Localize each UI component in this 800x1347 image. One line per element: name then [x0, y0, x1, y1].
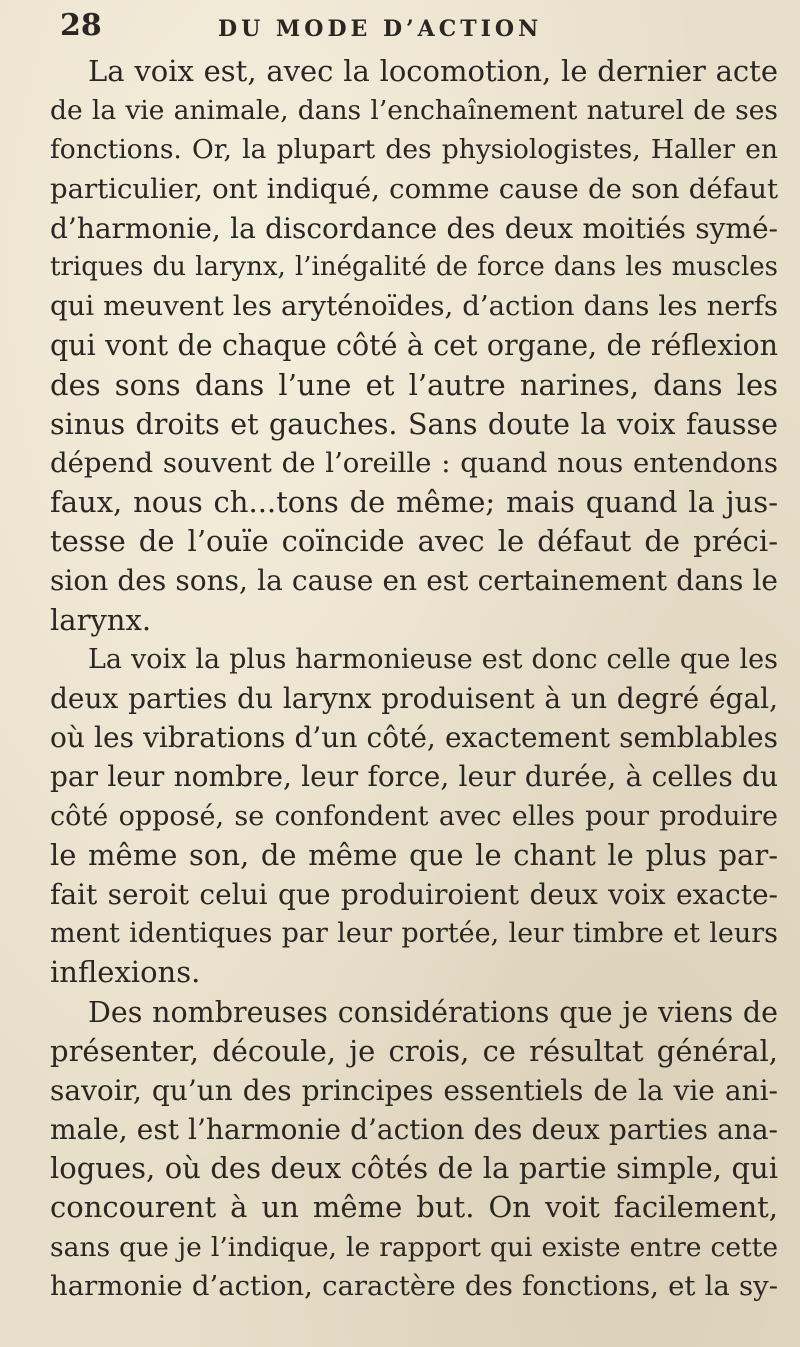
text-line: larynx.	[50, 602, 152, 637]
text-line: inflexions.	[50, 955, 201, 990]
text-line: triques du larynx, l’inégalité de force dans les muscles	[50, 251, 778, 282]
text-line: dépend souvent de l’oreille : quand nous entendons	[50, 446, 778, 479]
text-line: male, est l’harmonie d’action des deux parties ana-	[50, 1113, 778, 1147]
text-line: où les vibrations d’un côté, exactement semblables	[50, 721, 778, 755]
text-line: côté opposé, se confondent avec elles pour produire	[50, 800, 778, 832]
text-line: La voix est, avec la locomotion, le dernier acte	[88, 54, 778, 88]
text-line: fonctions. Or, la plupart des physiologistes, Haller en	[50, 134, 778, 166]
text-line: de la vie animale, dans l’enchaînement naturel de ses	[50, 95, 778, 127]
text-line: qui meuvent les aryténoïdes, d’action dans les nerfs	[50, 290, 778, 323]
text-line: particulier, ont indiqué, comme cause de son défaut	[50, 172, 778, 205]
text-line: par leur nombre, leur force, leur durée, à celles du	[50, 760, 778, 794]
page-number: 28	[60, 8, 102, 43]
text-line: logues, où des deux côtés de la partie simple, qui	[50, 1151, 778, 1186]
text-line: qui vont de chaque côté à cet organe, de réflexion	[50, 329, 778, 363]
text-line: savoir, qu’un des principes essentiels de la vie ani-	[50, 1073, 778, 1107]
text-line: La voix la plus harmonieuse est donc celle que les	[88, 643, 778, 675]
text-line: concourent à un même but. On voit facilement,	[50, 1190, 778, 1225]
text-line: présenter, découle, je crois, ce résultat général,	[50, 1033, 778, 1068]
text-line: fait seroit celui que produiroient deux voix exacte-	[50, 877, 778, 911]
text-line: sinus droits et gauches. Sans doute la voix fausse	[50, 407, 778, 441]
text-line: deux parties du larynx produisent à un degré égal,	[50, 682, 778, 715]
text-line: tesse de l’ouïe coïncide avec le défaut de préci-	[50, 524, 778, 559]
page-header	[0, 6, 800, 54]
text-line: sion des sons, la cause en est certainement dans le	[50, 564, 778, 598]
text-line: Des nombreuses considérations que je viens de	[88, 995, 778, 1029]
paragraph-1	[50, 52, 778, 640]
paragraph-3	[50, 993, 778, 1307]
text-line: d’harmonie, la discordance des deux moitiés symé-	[50, 211, 778, 245]
text-line: sans que je l’indique, le rapport qui existe entre cette	[50, 1231, 778, 1263]
text-line: faux, nous ch...tons de même; mais quand la jus-	[50, 485, 778, 520]
body-text	[50, 52, 778, 1306]
running-head: DU MODE D’ACTION	[218, 16, 543, 42]
paragraph-2	[50, 640, 778, 993]
text-line: des sons dans l’une et l’autre narines, dans les	[50, 367, 778, 402]
text-line: harmonie d’action, caractère des fonctions, et la sy-	[50, 1269, 778, 1302]
text-line: ment identiques par leur portée, leur timbre et leurs	[50, 918, 778, 950]
text-line: le même son, de même que le chant le plus par-	[50, 837, 778, 872]
